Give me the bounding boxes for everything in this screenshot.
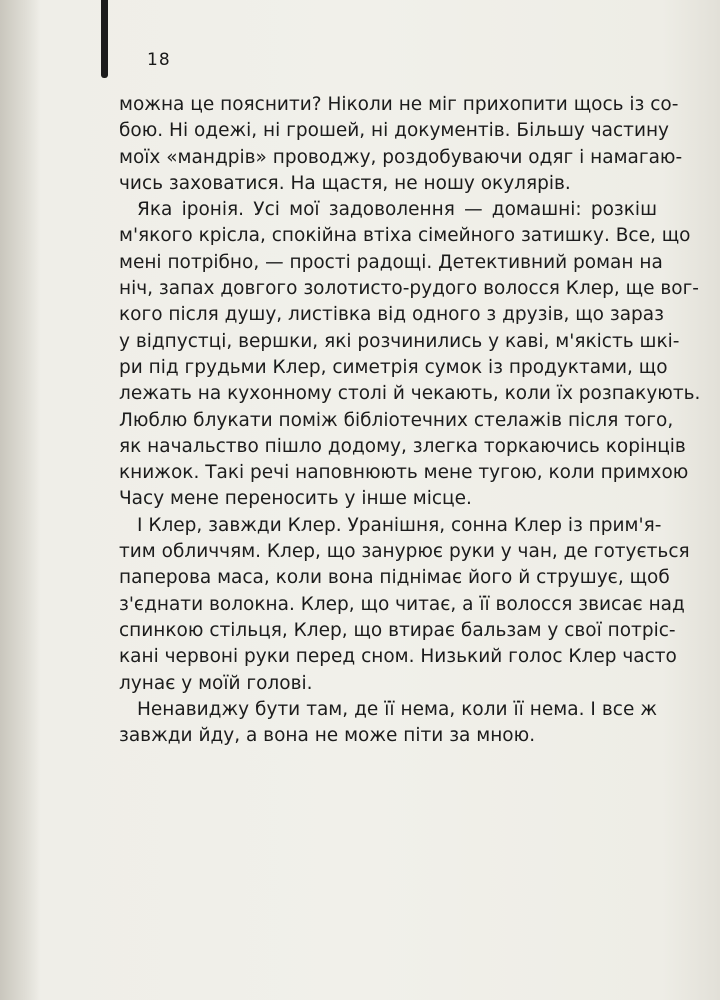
text-line: книжок. Такі речі наповнюють мене тугою, коли примхою xyxy=(119,462,689,484)
text-line: Яка іронія. Усі мої задоволення — домашні: розкіш xyxy=(137,199,657,221)
text-line: мені потрібно, — прості радощі. Детективний роман на xyxy=(119,251,663,273)
paragraph-3 xyxy=(119,513,690,697)
text-line: бою. Ні одежі, ні грошей, ні документів. Більшу частину xyxy=(119,120,670,142)
paragraph-2 xyxy=(119,197,701,513)
text-line: у відпустці, вершки, які розчинились у каві, м'якість шкі- xyxy=(119,330,680,352)
text-line: тим обличчям. Клер, що занурює руки у чан, де готується xyxy=(119,541,690,563)
bookmark-ribbon xyxy=(101,0,108,78)
text-line: з'єднати волокна. Клер, що читає, а її волосся звисає над xyxy=(119,593,685,615)
text-line: м'якого крісла, спокійна втіха сімейного затишку. Все, що xyxy=(119,225,691,247)
paragraph-4 xyxy=(119,697,657,750)
text-line: І Клер, завжди Клер. Уранішня, сонна Клер із прим'я- xyxy=(137,514,662,536)
page-text xyxy=(119,92,701,749)
text-line: Ненавиджу бути там, де її нема, коли її нема. І все ж xyxy=(137,698,657,720)
text-line: ніч, запах довгого золотисто-рудого волосся Клер, ще вог- xyxy=(119,278,699,300)
text-line: паперова маса, коли вона піднімає його й струшує, щоб xyxy=(119,567,670,589)
page-number: 18 xyxy=(147,50,171,70)
paragraph-1 xyxy=(119,92,683,197)
text-line: кані червоні руки перед сном. Низький голос Клер часто xyxy=(119,646,677,668)
text-line: лунає у моїй голові. xyxy=(119,672,313,694)
text-line: лежать на кухонному столі й чекають, коли їх розпакують. xyxy=(119,383,701,405)
text-line: моїх «мандрів» проводжу, роздобуваючи одяг і намагаю- xyxy=(119,146,683,168)
page-gutter-shadow xyxy=(0,0,40,1000)
text-line: ри під грудьми Клер, симетрія сумок із продуктами, що xyxy=(119,356,668,378)
text-line: кого після душу, листівка від одного з друзів, що зараз xyxy=(119,304,664,326)
text-line: Люблю блукати поміж бібліотечних стелажів після того, xyxy=(119,409,674,431)
text-line: завжди йду, а вона не може піти за мною. xyxy=(119,725,536,747)
text-line: можна це пояснити? Ніколи не міг прихопити щось із со- xyxy=(119,94,679,115)
text-line: спинкою стільця, Клер, що втирає бальзам у свої потріс- xyxy=(119,619,676,641)
text-line: як начальство пішло додому, злегка торкаючись корінців xyxy=(119,435,686,457)
text-line: чись заховатися. На щастя, не ношу окулярів. xyxy=(119,172,571,194)
text-line: Часу мене переносить у інше місце. xyxy=(119,488,472,510)
